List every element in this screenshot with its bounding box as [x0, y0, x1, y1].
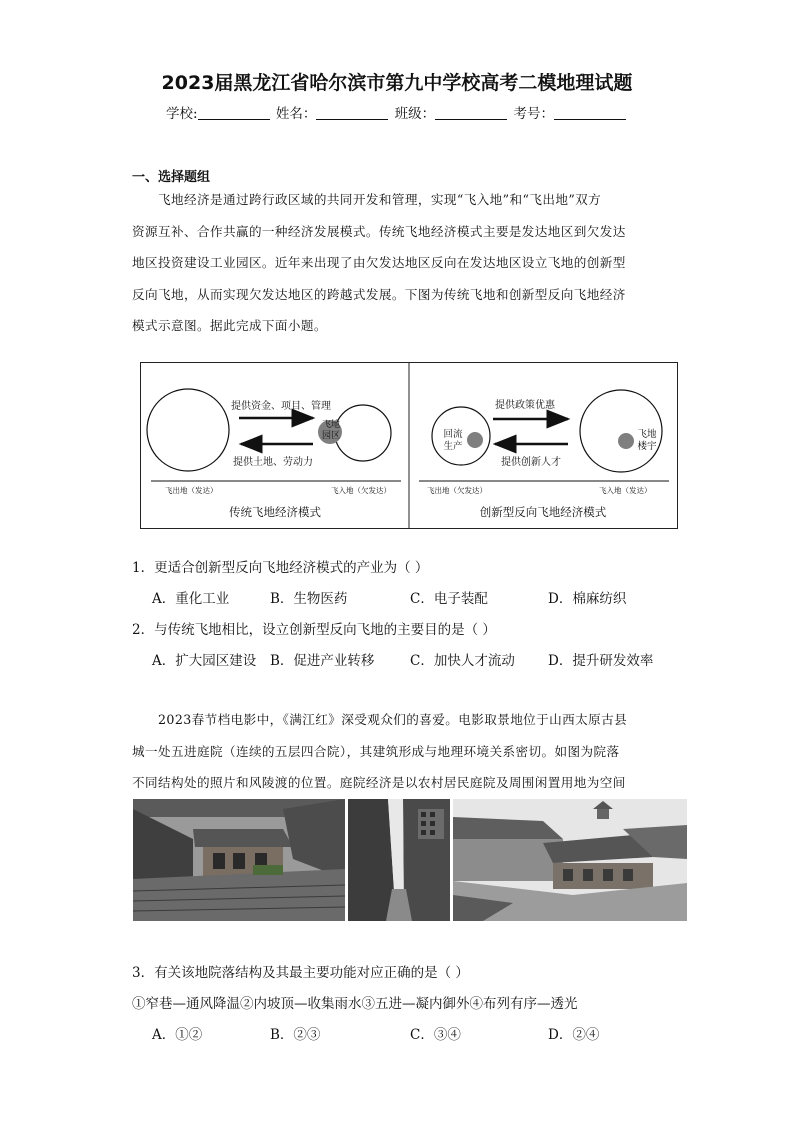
section-title: 一、选择题组: [132, 170, 211, 185]
passage-1-line: 资源互补、合作共赢的一种经济发展模式。传统飞地经济模式主要是发达地区到欠发达: [132, 223, 626, 239]
q1-option-a[interactable]: A．重化工业: [152, 591, 230, 607]
q2-option-d[interactable]: D．提升研发效率: [548, 653, 654, 669]
courtyard-overview-photo: [453, 799, 687, 921]
q3-option-d[interactable]: D．②④: [548, 1027, 600, 1043]
passage-1-line: 地区投资建设工业园区。近年来出现了由欠发达地区反向在发达地区设立飞地的创新型: [132, 255, 626, 270]
question-2-stem: 2．与传统飞地相比，设立创新型反向飞地的主要目的是（ ）: [132, 622, 496, 638]
return-production-label: 回流 生产: [443, 429, 463, 452]
q3-option-b[interactable]: B．②③: [270, 1027, 321, 1043]
exam-title: 2023届黑龙江省哈尔滨市第九中学校高考二模地理试题: [161, 72, 633, 94]
class-blank[interactable]: [435, 105, 507, 120]
flying-land-diagram: [140, 362, 678, 529]
enclave-park-label: 飞地 园区: [321, 420, 340, 441]
student-info-line: [0, 102, 794, 122]
q1-option-d[interactable]: D．棉麻纺织: [548, 591, 627, 607]
left-arrow-top-label: 提供资金、项目、管理: [231, 401, 331, 412]
courtyard-photos: [133, 799, 687, 921]
flyout-circle-left: [147, 389, 229, 471]
passage-2: [132, 704, 660, 799]
number-label: 考号：: [513, 106, 554, 122]
q2-option-c[interactable]: C．加快人才流动: [410, 653, 515, 669]
left-caption: 传统飞地经济模式: [229, 505, 321, 519]
passage-1: [132, 184, 660, 342]
question-1-stem: 1．更适合创新型反向飞地经济模式的产业为（ ）: [132, 560, 429, 576]
passage-1-line: 飞地经济是通过跨行政区域的共同开发和管理，实现“飞入地”和“飞出地”双方: [158, 192, 602, 207]
left-arrow-bottom-label: 提供土地、劳动力: [233, 457, 313, 468]
flyin-circle-left: [335, 405, 391, 461]
right-base-left-label: 飞出地（欠发达）: [427, 486, 487, 495]
right-base-right-label: 飞入地（发达）: [599, 486, 652, 495]
q1-option-c[interactable]: C．电子装配: [410, 591, 488, 607]
q1-option-b[interactable]: B．生物医药: [270, 591, 348, 607]
courtyard-roof-photo: [133, 799, 345, 921]
question-3-items: ①窄巷—通风降温②内坡顶—收集雨水③五进—凝内御外④布列有序—透光: [132, 996, 578, 1012]
name-blank[interactable]: [316, 105, 388, 120]
passage-1-line: 反向飞地，从而实现欠发达地区的跨越式发展。下图为传统飞地和创新型反向飞地经济: [132, 286, 626, 302]
q2-option-a[interactable]: A．扩大园区建设: [152, 653, 257, 669]
name-label: 姓名：: [275, 106, 317, 122]
school-label: 学校:: [166, 106, 198, 122]
q3-option-a[interactable]: A．①②: [152, 1027, 203, 1043]
class-label: 班级：: [394, 106, 436, 122]
left-base-right-label: 飞入地（欠发达）: [331, 486, 391, 495]
number-blank[interactable]: [554, 105, 626, 120]
enclave-building-dot: [618, 433, 634, 449]
right-caption: 创新型反向飞地经济模式: [479, 505, 607, 519]
question-3-stem: 3．有关该地院落结构及其最主要功能对应正确的是（ ）: [132, 965, 469, 981]
passage-2-line: 城一处五进庭院（连续的五层四合院），其建筑形成与地理环境关系密切。如图为院落: [132, 743, 620, 759]
passage-1-line: 模式示意图。据此完成下面小题。: [132, 318, 327, 333]
right-arrow-bottom-label: 提供创新人才: [501, 457, 561, 468]
passage-2-line: 2023春节档电影中，《满江红》深受观众们的喜爱。电影取景地位于山西太原古县: [158, 712, 628, 727]
return-production-dot: [467, 432, 483, 448]
right-arrow-top-label: 提供政策优惠: [495, 400, 555, 411]
passage-2-line: 不同结构处的照片和风陵渡的位置。庭院经济是以农村居民庭院及周围闲置用地为空间: [132, 775, 626, 790]
q3-option-c[interactable]: C．③④: [410, 1027, 461, 1043]
left-base-left-label: 飞出地（发达）: [165, 486, 218, 495]
q2-option-b[interactable]: B．促进产业转移: [270, 653, 375, 669]
school-blank[interactable]: [198, 105, 270, 120]
enclave-building-label: 飞地 楼宇: [637, 429, 657, 452]
narrow-alley-photo: [348, 799, 450, 921]
